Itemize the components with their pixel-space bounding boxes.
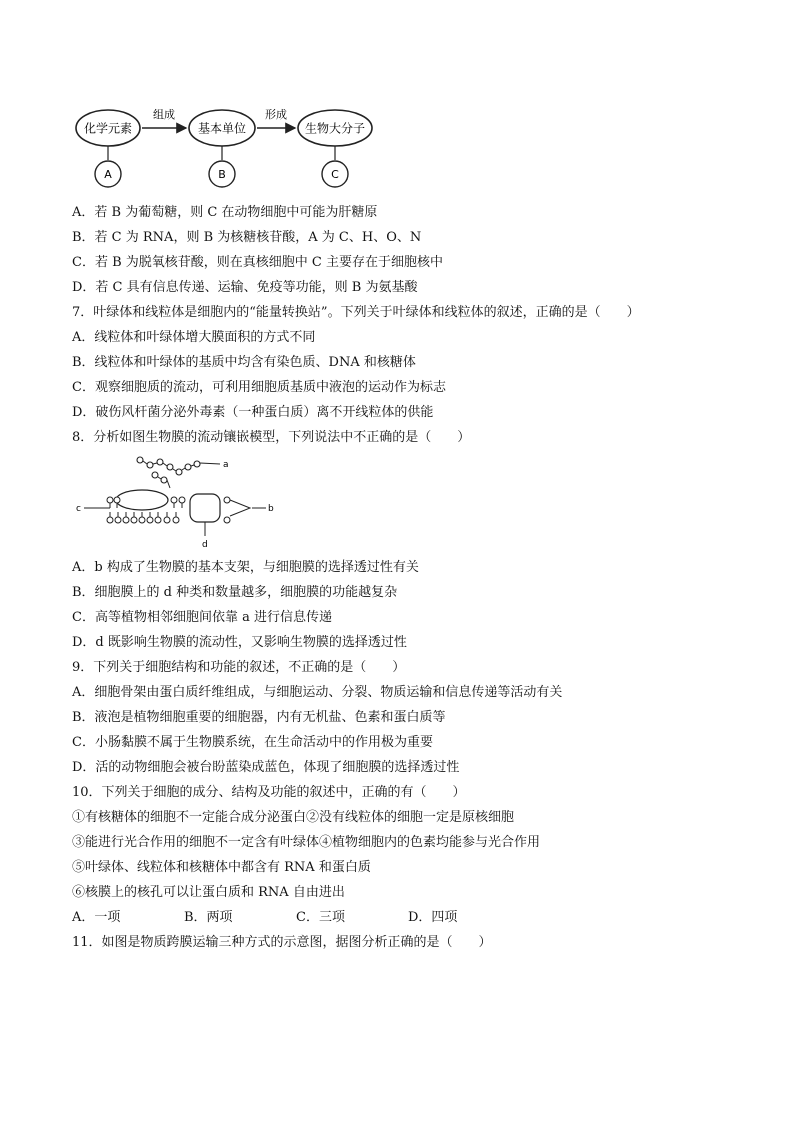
q10-item-1-2: ①有核糖体的细胞不一定能合成分泌蛋白②没有线粒体的细胞一定是原核细胞 <box>72 810 515 825</box>
q8-option-d: D．d 既影响生物膜的流动性，又影响生物膜的选择透过性 <box>72 635 407 650</box>
q7-option-d: D．破伤风杆菌分泌外毒素（一种蛋白质）离不开线粒体的供能 <box>72 405 434 420</box>
arrow2-label: 形成 <box>265 108 287 121</box>
q10-item-6: ⑥核膜上的核孔可以让蛋白质和 RNA 自由进出 <box>72 885 345 900</box>
q7-option-a: A．线粒体和叶绿体增大膜面积的方式不同 <box>72 330 316 345</box>
svg-text:B: B <box>218 168 226 181</box>
label-d: d <box>202 540 208 550</box>
membrane-model-diagram <box>70 452 285 550</box>
label-c: c <box>76 504 81 514</box>
q7-stem: 7．叶绿体和线粒体是细胞内的“能量转换站”。下列关于叶绿体和线粒体的叙述，正确的是（ ） <box>72 305 640 320</box>
node2-label: 基本单位 <box>197 121 247 136</box>
q10-option-d: D．四项 <box>408 910 458 925</box>
q6-option-c: C．若 B 为脱氧核苷酸，则在真核细胞中 C 主要存在于细胞核中 <box>72 255 443 270</box>
q8-option-c: C．高等植物相邻细胞间依靠 a 进行信息传递 <box>72 610 332 625</box>
node3-label: 生物大分子 <box>304 121 366 136</box>
q10-item-5: ⑤叶绿体、线粒体和核糖体中都含有 RNA 和蛋白质 <box>72 860 371 875</box>
q10-stem: 10．下列关于细胞的成分、结构及功能的叙述中，正确的有（ ） <box>72 785 466 800</box>
node1-label: 化学元素 <box>83 121 133 136</box>
glycoprotein-chain <box>137 457 200 483</box>
composition-diagram <box>70 98 380 194</box>
arrow1-label: 组成 <box>153 108 175 121</box>
q7-option-c: C．观察细胞质的流动，可利用细胞质基质中液泡的运动作为标志 <box>72 380 446 395</box>
q6-option-b: B．若 C 为 RNA，则 B 为核糖核苷酸，A 为 C、H、O、N <box>72 230 422 245</box>
q10-option-b: B．两项 <box>184 910 233 925</box>
q8-stem: 8．分析如图生物膜的流动镶嵌模型，下列说法中不正确的是（ ） <box>72 430 471 445</box>
q10-option-a: A．一项 <box>72 910 121 925</box>
q6-option-d: D．若 C 具有信息传递、运输、免疫等功能，则 B 为氨基酸 <box>72 280 418 295</box>
svg-text:C: C <box>331 168 339 181</box>
q9-option-d: D．活的动物细胞会被台盼蓝染成蓝色，体现了细胞膜的选择透过性 <box>72 760 460 775</box>
q9-option-a: A．细胞骨架由蛋白质纤维组成，与细胞运动、分裂、物质运输和信息传递等活动有关 <box>72 685 563 700</box>
q8-option-a: A．b 构成了生物膜的基本支架，与细胞膜的选择透过性有关 <box>72 560 419 575</box>
q8-option-b: B．细胞膜上的 d 种类和数量越多，细胞膜的功能越复杂 <box>72 585 398 600</box>
q9-stem: 9．下列关于细胞结构和功能的叙述，不正确的是（ ） <box>72 660 406 675</box>
label-a: a <box>223 460 229 470</box>
q10-item-3-4: ③能进行光合作用的细胞不一定含有叶绿体④植物细胞内的色素均能参与光合作用 <box>72 835 541 850</box>
q10-options <box>72 910 457 926</box>
q9-option-b: B．液泡是植物细胞重要的细胞器，内有无机盐、色素和蛋白质等 <box>72 710 446 725</box>
label-b: b <box>268 504 274 514</box>
membrane-protein-oval <box>116 490 168 510</box>
svg-text:A: A <box>104 168 112 181</box>
membrane-protein-d <box>190 494 220 522</box>
q6-option-a: A．若 B 为葡萄糖，则 C 在动物细胞中可能为肝糖原 <box>72 205 378 220</box>
q7-option-b: B．线粒体和叶绿体的基质中均含有染色质、DNA 和核糖体 <box>72 355 416 370</box>
q10-option-c: C．三项 <box>296 910 345 925</box>
q9-option-c: C．小肠黏膜不属于生物膜系统，在生命活动中的作用极为重要 <box>72 735 433 750</box>
q11-stem: 11．如图是物质跨膜运输三种方式的示意图，据图分析正确的是（ ） <box>72 935 492 950</box>
